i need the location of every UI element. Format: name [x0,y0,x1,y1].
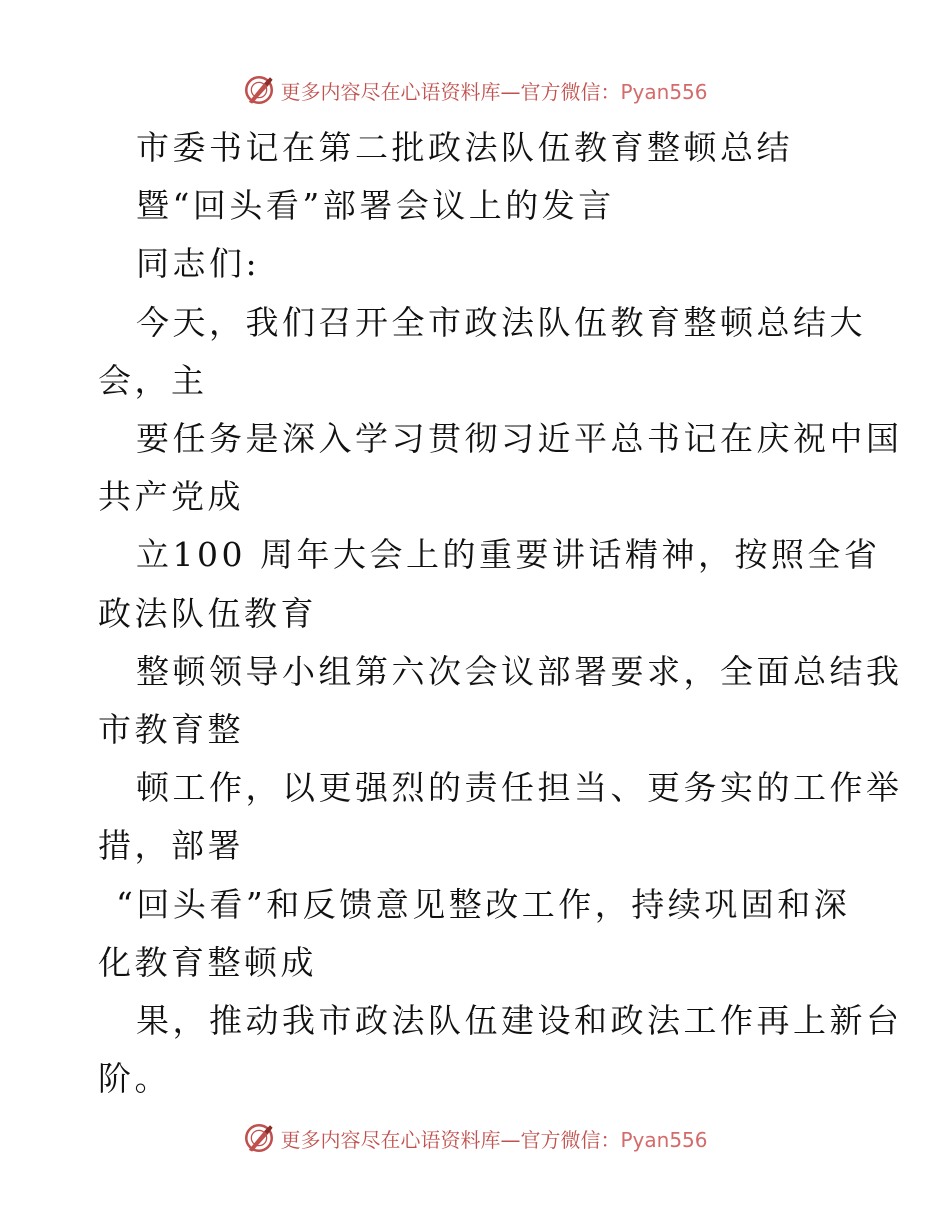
paragraph-line: 果，推动我市政法队伍建设和政法工作再上新台 [136,1001,903,1040]
pen-logo-icon [242,1121,276,1155]
paragraph-line: 化教育整顿成 [98,943,317,982]
watermark-separator: — [500,79,521,104]
watermark-site-text: 更多内容尽在心语资料库 [280,79,501,104]
paragraph-line: 今天，我们召开全市政法队伍教育整顿总结大 [136,303,866,342]
paragraph-line: 整顿领导小组第六次会议部署要求，全面总结我 [136,652,903,691]
paragraph-line: 立100 周年大会上的重要讲话精神，按照全省 [136,535,881,574]
paragraph-line: 市教育整 [98,710,244,749]
watermark-wechat-label: 官方微信： [520,79,621,104]
paragraph-line: 共产党成 [98,477,244,516]
paragraph-line: 政法队伍教育 [98,594,317,633]
paragraph-line: 措，部署 [98,826,244,865]
watermark-wechat-label: 官方微信： [520,1127,621,1152]
document-title-line-1: 市委书记在第二批政法队伍教育整顿总结 [136,128,793,167]
watermark-wechat-id: Pyan556 [620,79,708,104]
paragraph-line: 阶。 [98,1059,171,1098]
document-title-line-2: 暨“回头看”部署会议上的发言 [136,186,615,225]
paragraph-line: 顿工作，以更强烈的责任担当、更务实的工作举 [136,768,903,807]
watermark-site-text: 更多内容尽在心语资料库 [280,1127,501,1152]
paragraph-line: “回头看”和反馈意见整改工作，持续巩固和深 [116,885,851,924]
paragraph-line: 会，主 [98,361,208,400]
watermark-separator: — [500,1127,521,1152]
paragraph-line: 要任务是深入学习贯彻习近平总书记在庆祝中国 [136,419,903,458]
watermark-banner-bottom [0,1118,950,1158]
salutation: 同志们: [136,244,261,283]
watermark-wechat-id: Pyan556 [620,1127,708,1152]
